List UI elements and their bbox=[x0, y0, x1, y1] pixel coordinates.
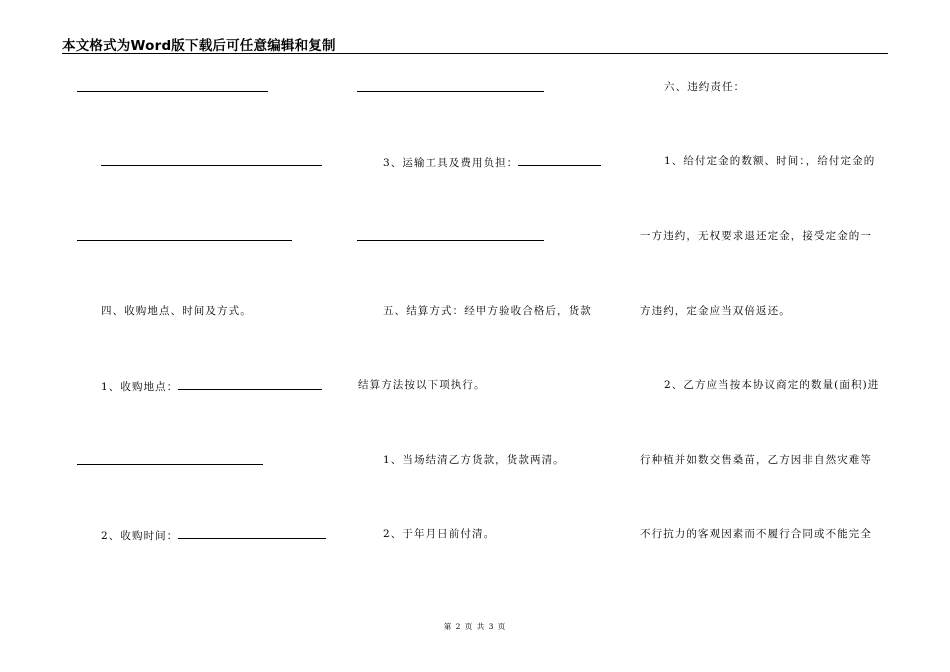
paragraph-line: 1、给付定金的数额、时间：，给付定金的 bbox=[664, 155, 876, 167]
blank-line bbox=[357, 229, 544, 245]
page-header-title: 本文格式为Word版下载后可任意编辑和复制 bbox=[62, 38, 336, 54]
paragraph-line: 一方违约，无权要求退还定金，接受定金的一 bbox=[640, 230, 872, 242]
section-heading-location: 四、收购地点、时间及方式。 bbox=[101, 305, 252, 317]
blank-line bbox=[77, 80, 268, 96]
field-purchase-location bbox=[101, 378, 322, 394]
field-label: 1、收购地点： bbox=[101, 381, 179, 393]
blank-line bbox=[357, 80, 544, 96]
paragraph-line: 不行抗力的客观因素而不履行合同或不能完全 bbox=[640, 528, 872, 540]
section-heading-settlement: 五、结算方式：经甲方验收合格后，货款 bbox=[383, 305, 592, 317]
paragraph-line: 行种植并如数交售桑苗，乙方因非自然灾难等 bbox=[640, 454, 872, 466]
paragraph-line: 结算方法按以下项执行。 bbox=[358, 379, 486, 391]
paragraph-line: 2、于年月日前付清。 bbox=[383, 528, 496, 540]
field-transport-cost bbox=[383, 154, 601, 170]
field-purchase-time bbox=[101, 527, 326, 543]
page-number: 第 2 页 共 3 页 bbox=[443, 622, 507, 631]
blank-line bbox=[77, 453, 263, 469]
header-rule bbox=[62, 53, 888, 54]
paragraph-line: 方违约，定金应当双倍返还。 bbox=[640, 305, 791, 317]
field-label: 3、运输工具及费用负担： bbox=[383, 157, 519, 169]
field-label: 2、收购时间： bbox=[101, 530, 179, 542]
section-heading-liability: 六、违约责任： bbox=[664, 81, 746, 93]
blank-line bbox=[101, 154, 322, 170]
blank-line bbox=[77, 229, 292, 245]
paragraph-line: 2、乙方应当按本协议商定的数量(面积)进 bbox=[664, 379, 880, 391]
paragraph-line: 1、当场结清乙方货款，货款两清。 bbox=[383, 454, 565, 466]
